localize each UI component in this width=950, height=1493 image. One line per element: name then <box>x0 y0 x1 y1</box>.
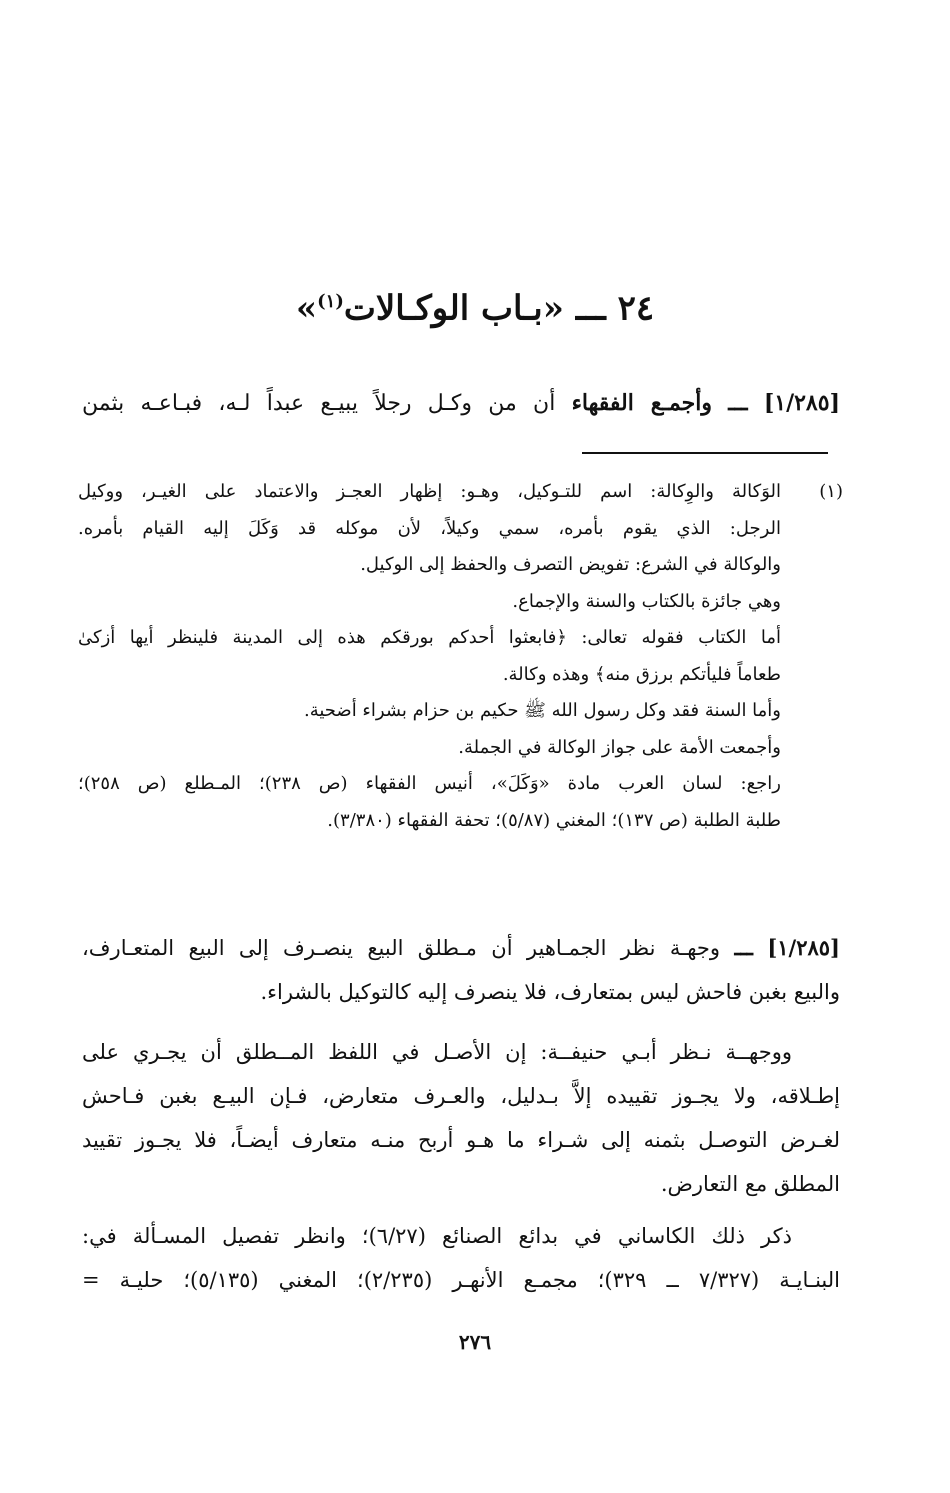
footnote-text: والوكالة في الشرع: تفويض التصرف والحفظ إلى الوكيل. <box>360 554 781 575</box>
paragraph-text: ذكر ذلك الكاساني في بدائع الصنائع (٦/٢٧)؛ وانظر تفصيل المسـألة في: <box>82 1224 792 1248</box>
footnote-line <box>78 547 843 584</box>
entry-2-text: والبيع بغبن فاحش ليس بمتعارف، فلا ينصرف إليه كالتوكيل بالشراء. <box>260 980 840 1004</box>
chapter-footnote-ref: (١) <box>317 291 344 312</box>
entry-2 <box>82 926 840 1014</box>
entry-1-lead: وأجمـع الفقهاء <box>571 390 712 416</box>
footnote-text: طلبة الطلبة (ص ١٣٧)؛ المغني (٥/٨٧)؛ تحفة الفقهاء (٣/٣٨٠). <box>327 809 781 831</box>
chapter-heading <box>0 278 950 332</box>
chapter-title-text: «بـاب الوكـالات <box>343 288 565 329</box>
footnote-line <box>78 620 843 657</box>
footnote-text: وأما السنة فقد وكل رسول الله ﷺ حكيم بن حزام بشراء أضحية. <box>304 700 781 721</box>
footnote-line <box>78 511 843 548</box>
chapter-number: ٢٤ <box>617 288 655 329</box>
paragraph-text: المطلق مع التعارض. <box>660 1172 840 1196</box>
paragraph-line <box>82 1118 840 1162</box>
paragraph-text: لغـرض التوصـل بثمنه إلى شـراء ما هـو أربح منـه متعارف أيضـاً، فلا يجـوز تقييد <box>82 1128 840 1152</box>
entry-1-text: أن من وكـل رجلاً يبيـع عبداً لـه، فبـاعـه بثمن <box>82 391 556 416</box>
paragraph-abu-hanifa <box>82 1030 840 1206</box>
footnote-separator <box>582 452 828 454</box>
footnote-line <box>78 584 843 621</box>
paragraph-line <box>82 1162 840 1206</box>
paragraph-text: ووجهــة نـظر أبـي حنيفــة: إن الأصـل في اللفظ المــطلق أن يجـري على <box>82 1040 792 1064</box>
paragraph-line <box>82 1030 840 1074</box>
footnote-text: راجع: لسان العرب مادة «وَكَلَ»، أنيس الفقهاء (ص ٢٣٨)؛ المـطلع (ص ٢٥٨)؛ <box>78 773 781 794</box>
paragraph-text: البنـايـة (٧/٣٢٧ ــ ٣٢٩)؛ مجمـع الأنهـر (٢/٢٣٥)؛ المغني (٥/١٣٥)؛ حليـة = <box>82 1268 840 1292</box>
footnote-text: وهي جائزة بالكتاب والسنة والإجماع. <box>512 590 781 612</box>
entry-2-ref: [١/٢٨٥] <box>767 935 840 960</box>
paragraph-line <box>82 1214 840 1258</box>
entry-2-text: وجهـة نظر الجمـاهير أن مـطلق البيع ينصـرف إلى البيع المتعـارف، <box>82 936 721 960</box>
entry-1-ref: [١/٢٨٥] <box>763 390 840 416</box>
footnote-text: أما الكتاب فقوله تعالى: ﴿فابعثوا أحدكم بورقكم هذه إلى المدينة فلينظر أيها أزكىٰ <box>78 627 781 648</box>
paragraph-text: إطـلاقه، ولا يجـوز تقييده إلاَّ بـدليل، والعـرف متعارض، فـإن البيـع بغبن فـاحش <box>82 1084 840 1108</box>
entry-2-line <box>82 970 840 1014</box>
page-number: ٢٧٦ <box>458 1330 492 1354</box>
footnote-text: وأجمعت الأمة على جواز الوكالة في الجملة. <box>458 736 781 758</box>
footnote-line <box>78 803 843 840</box>
entry-1-line <box>82 383 840 424</box>
footnote-line <box>78 657 843 694</box>
footnote <box>78 474 843 839</box>
footnote-line <box>78 730 843 767</box>
footnote-line <box>78 474 843 511</box>
paragraph-line <box>82 1074 840 1118</box>
entry-2-line <box>82 926 840 970</box>
chapter-title-close: » <box>295 288 318 329</box>
footnote-text: طعاماً فليأتكم برزق منه﴾ وهذه وكالة. <box>502 663 781 685</box>
chapter-dash: ـــ <box>575 288 606 329</box>
footnote-marker: (١) <box>819 481 843 502</box>
entry-2-dash: ـــ <box>734 935 753 960</box>
entry-1-dash: ـــ <box>728 390 748 416</box>
paragraph-line <box>82 1258 840 1302</box>
footnote-text: الوَكالة والوِكالة: اسم للتـوكيل، وهـو: إظهار العجـز والاعتماد على الغيـر، ووكيل <box>78 481 781 502</box>
footnote-line <box>78 693 843 730</box>
footnote-text: الرجل: الذي يقوم بأمره، سمي وكيلاً، لأن موكله قد وَكَلَ إليه القيام بأمره. <box>78 517 781 539</box>
footnote-line <box>78 766 843 803</box>
paragraph-references <box>82 1214 840 1302</box>
